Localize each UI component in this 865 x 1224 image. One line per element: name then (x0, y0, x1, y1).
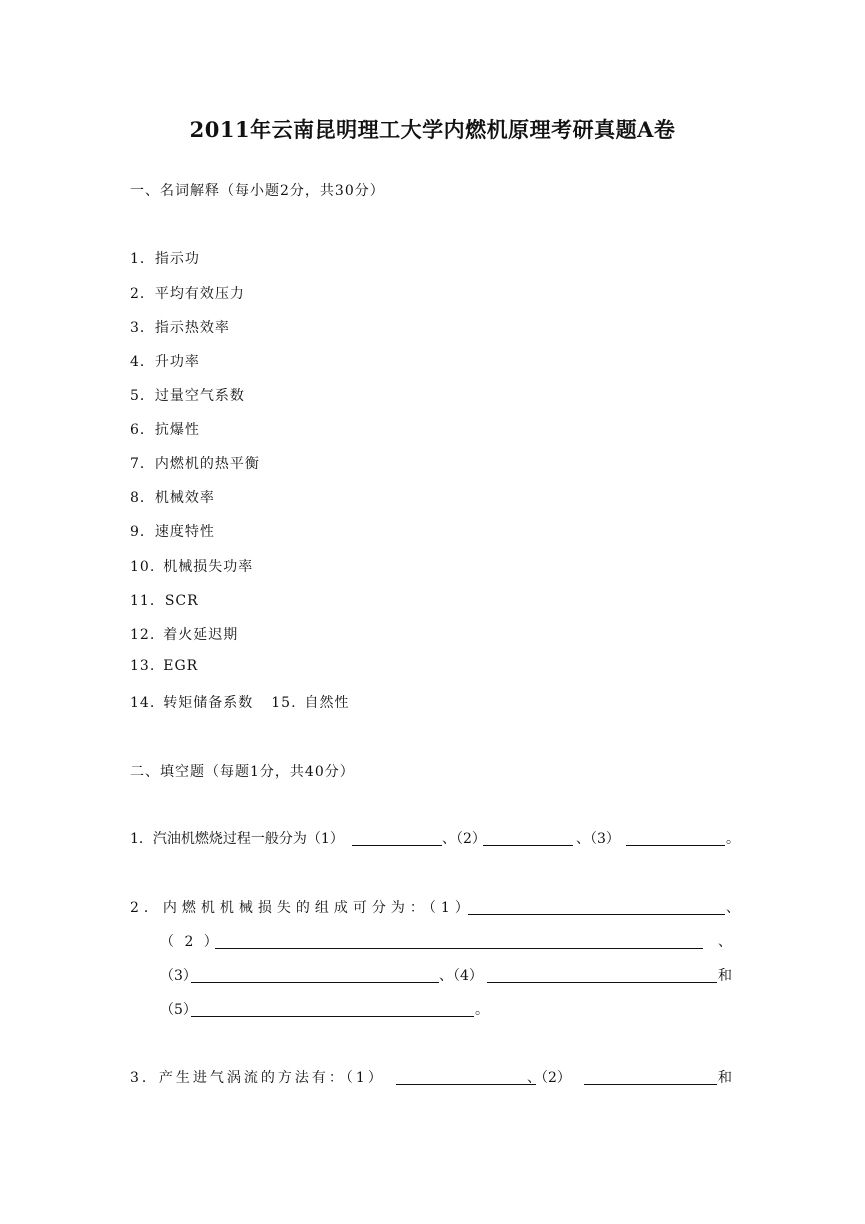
answer-blank[interactable] (191, 982, 439, 983)
term-item: 10. 机械损失功率 (130, 559, 254, 575)
answer-blank[interactable] (483, 845, 573, 846)
fill-question-3: 3．产生进气涡流的方法有：（1） 、（2） 和 (130, 1070, 732, 1086)
answer-blank[interactable] (191, 1016, 474, 1017)
term-item: 3．指示热效率 (130, 320, 230, 336)
term-item: 2．平均有效压力 (130, 286, 245, 302)
term-item: 1．指示功 (130, 251, 200, 267)
fill-question-2: 2．内燃机机械损失的组成可分为：（1） 、 (130, 900, 740, 916)
term-item: 5．过量空气系数 (130, 388, 245, 404)
term-item: 13. EGR (130, 658, 199, 674)
answer-blank[interactable] (396, 1084, 536, 1085)
term-item: 8．机械效率 (130, 490, 215, 506)
term-item: 4．升功率 (130, 354, 200, 370)
answer-blank[interactable] (352, 845, 442, 846)
answer-blank[interactable] (487, 982, 717, 983)
term-item: 11．SCR (130, 593, 199, 609)
section2-heading: 二、填空题（每题1分，共40分） (130, 764, 355, 780)
fill-question-2-line4: （5） 。 (160, 1002, 489, 1018)
page-title: 2011年云南昆明理工大学内燃机原理考研真题A卷 (189, 117, 676, 142)
answer-blank[interactable] (468, 914, 725, 915)
answer-blank[interactable] (215, 948, 703, 949)
fill-question-1: 1．汽油机燃烧过程一般分为（1） 、（2） 、（3） 。 (130, 831, 740, 847)
section1-heading: 一、名词解释（每小题2分，共30分） (130, 183, 385, 199)
term-item: 6．抗爆性 (130, 422, 200, 438)
answer-blank[interactable] (626, 845, 725, 846)
term-item: 9．速度特性 (130, 524, 215, 540)
term-item: 14. 转矩储备系数 15. 自然性 (130, 695, 350, 711)
term-item: 7．内燃机的热平衡 (130, 456, 260, 472)
fill-question-2-line3: （3） 、（4） 和 (160, 968, 732, 984)
term-item: 12. 着火延迟期 (130, 627, 239, 643)
answer-blank[interactable] (584, 1084, 717, 1085)
fill-question-2-line2: （ 2 ） 、 (160, 934, 732, 950)
